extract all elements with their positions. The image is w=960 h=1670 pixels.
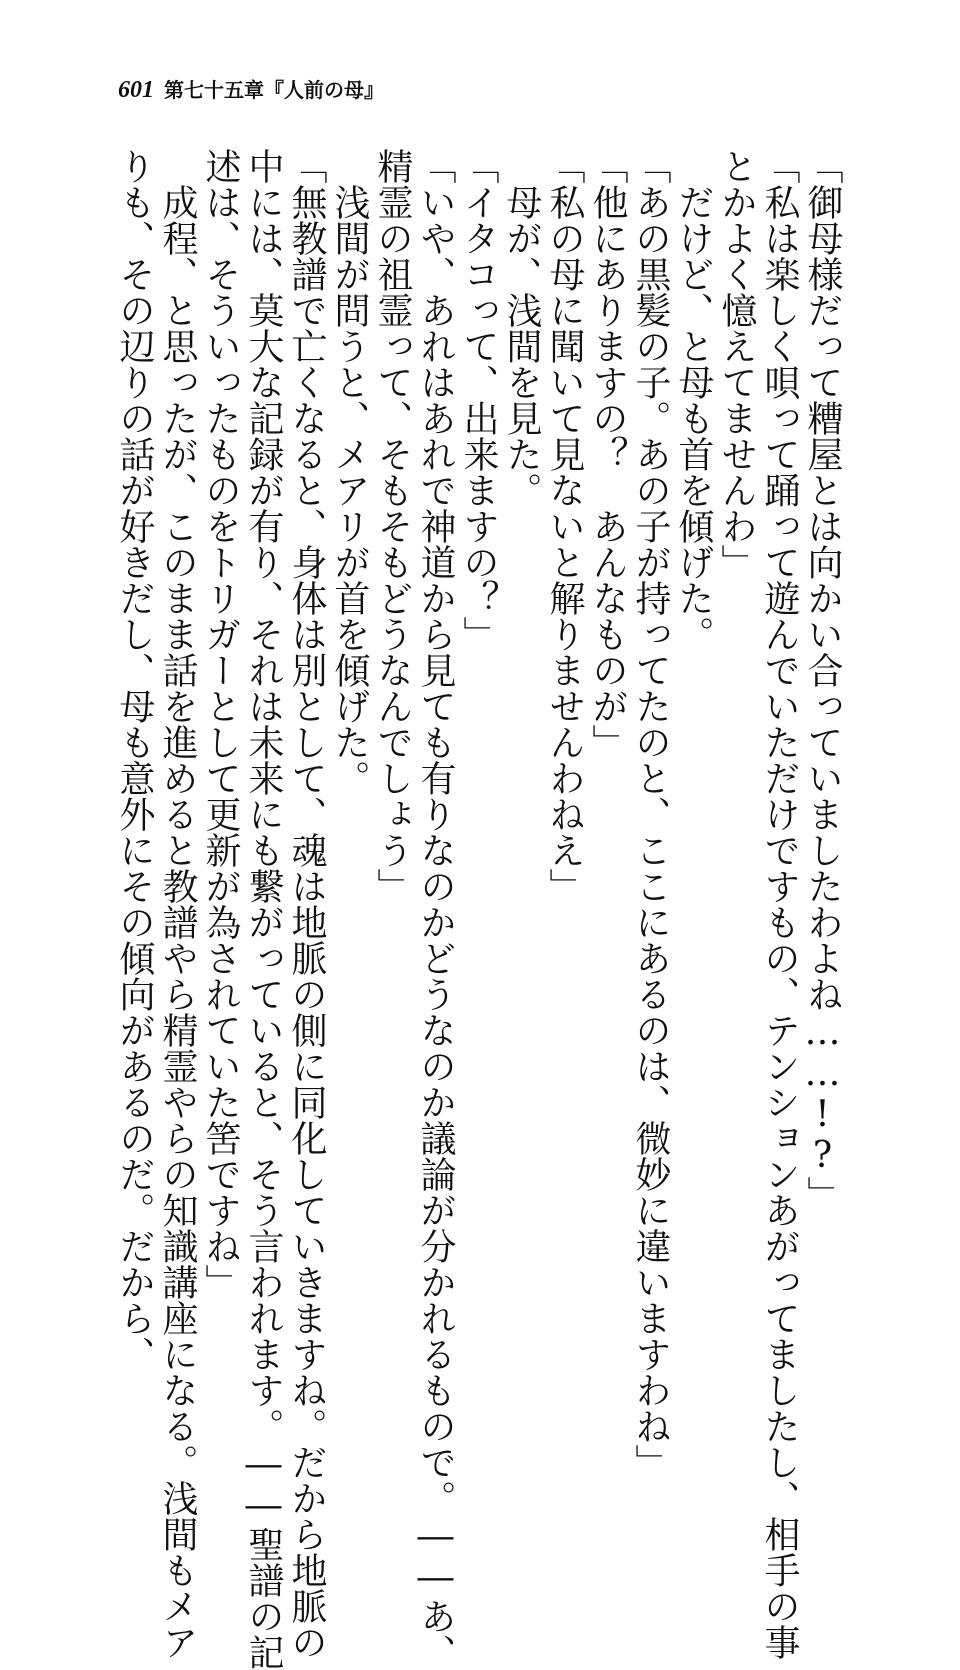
text-line: 「いや、あれはあれで神道から見ても有りなのかどうなのか議論が分かれるもので。――あ、 bbox=[415, 148, 456, 1670]
text-line: 中には、莫大な記録が有り、それは未来にも繋がっていると、そう言われます。――聖譜の記 bbox=[243, 148, 284, 1670]
text-line: 「他にありますの？ あんなものが」 bbox=[587, 148, 628, 760]
text-line: 「無教譜で亡くなると、身体は別として、魂は地脈の側に同化していきますね。だから地脈の bbox=[286, 148, 327, 1660]
text-line: 精霊の祖霊って、そもそもどうなんでしょう」 bbox=[372, 148, 413, 904]
chapter-title: 第七十五章『人前の母』 bbox=[164, 78, 384, 102]
page-number: 601 bbox=[118, 77, 154, 103]
running-head bbox=[118, 78, 384, 102]
text-line: だけど、と母も首を傾げた。 bbox=[673, 184, 714, 652]
text-line: 「イタコって、出来ますの？」 bbox=[458, 148, 499, 652]
text-line: 成程、と思ったが、このまま話を進めると教譜やら精霊やらの知識講座になる。浅間もメア bbox=[157, 184, 198, 1660]
text-line: りも、その辺りの話が好きだし、母も意外にその傾向があるのだ。だから、 bbox=[114, 148, 155, 1372]
text-line: とかよく憶えてませんわ」 bbox=[716, 148, 757, 580]
text-line: 母が、浅間を見た。 bbox=[501, 184, 542, 508]
text-line: 浅間が問うと、メアリが首を傾げた。 bbox=[329, 184, 370, 796]
vertical-text-body bbox=[114, 148, 843, 1670]
text-line: 「私の母に聞いて見ないと解りませんわねえ」 bbox=[544, 148, 585, 904]
text-line: 「あの黒髪の子。あの子が持ってたのと、ここにあるのは、微妙に違いますわね」 bbox=[630, 148, 671, 1480]
text-line: 「私は楽しく唄って踊って遊んでいただけですもの、テンションあがってましたし、相手の事 bbox=[759, 148, 800, 1660]
text-line: 「御母様だって糟屋とは向かい合っていましたわよね……!?」 bbox=[802, 148, 843, 1212]
text-line: 述は、そういったものをトリガーとして更新が為されていた筈ですね」 bbox=[200, 148, 241, 1300]
